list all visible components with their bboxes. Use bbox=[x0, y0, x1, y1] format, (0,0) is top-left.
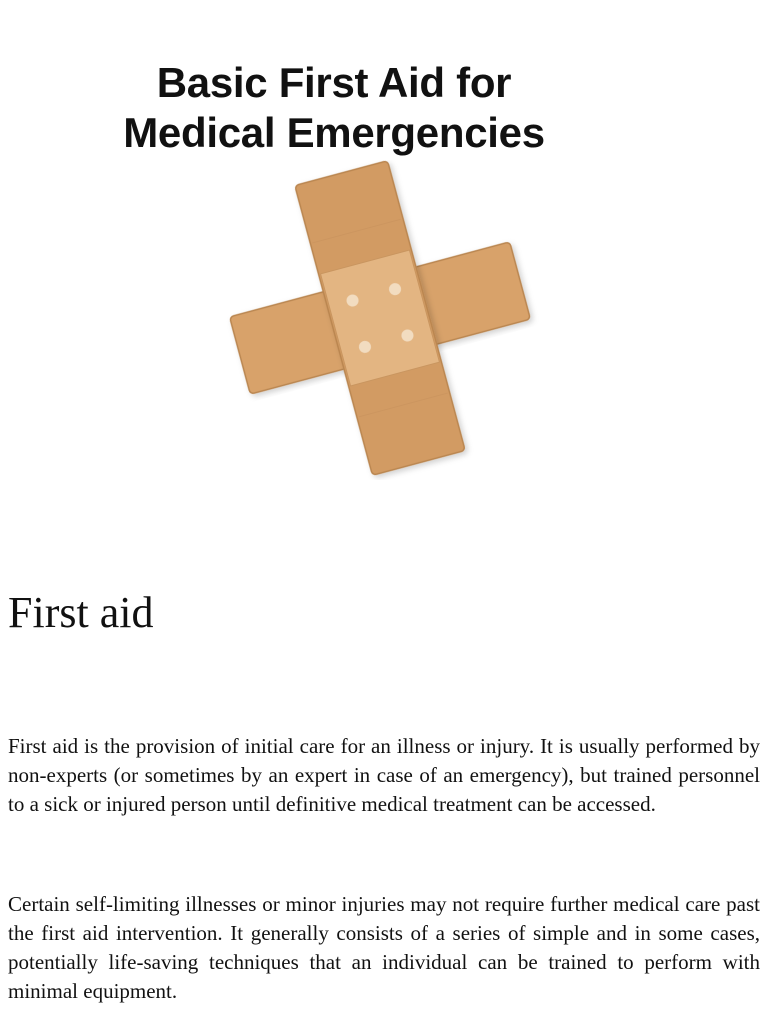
document-title-line-2: Medical Emergencies bbox=[123, 109, 545, 157]
document-title bbox=[0, 58, 668, 158]
document-title-line-1: Basic First Aid for bbox=[156, 59, 512, 107]
bandage-illustration bbox=[215, 160, 545, 480]
adhesive-bandage-cross-icon bbox=[215, 160, 545, 480]
section-heading: First aid bbox=[8, 588, 154, 637]
paragraph-definition: First aid is the provision of initial care for an illness or injury. It is usually performed by non-experts (or sometimes by an expert in case of an emergency), but trained personnel to a sick or injured person until definitive medical treatment can be accessed. bbox=[8, 734, 760, 816]
paragraph-scope: Certain self-limiting illnesses or minor injuries may not require further medical care past the first aid intervention. It generally consists of a series of simple and in some cases, potentially life-saving techniques that an individual can be trained to perform with minimal equipment. bbox=[8, 892, 760, 1003]
